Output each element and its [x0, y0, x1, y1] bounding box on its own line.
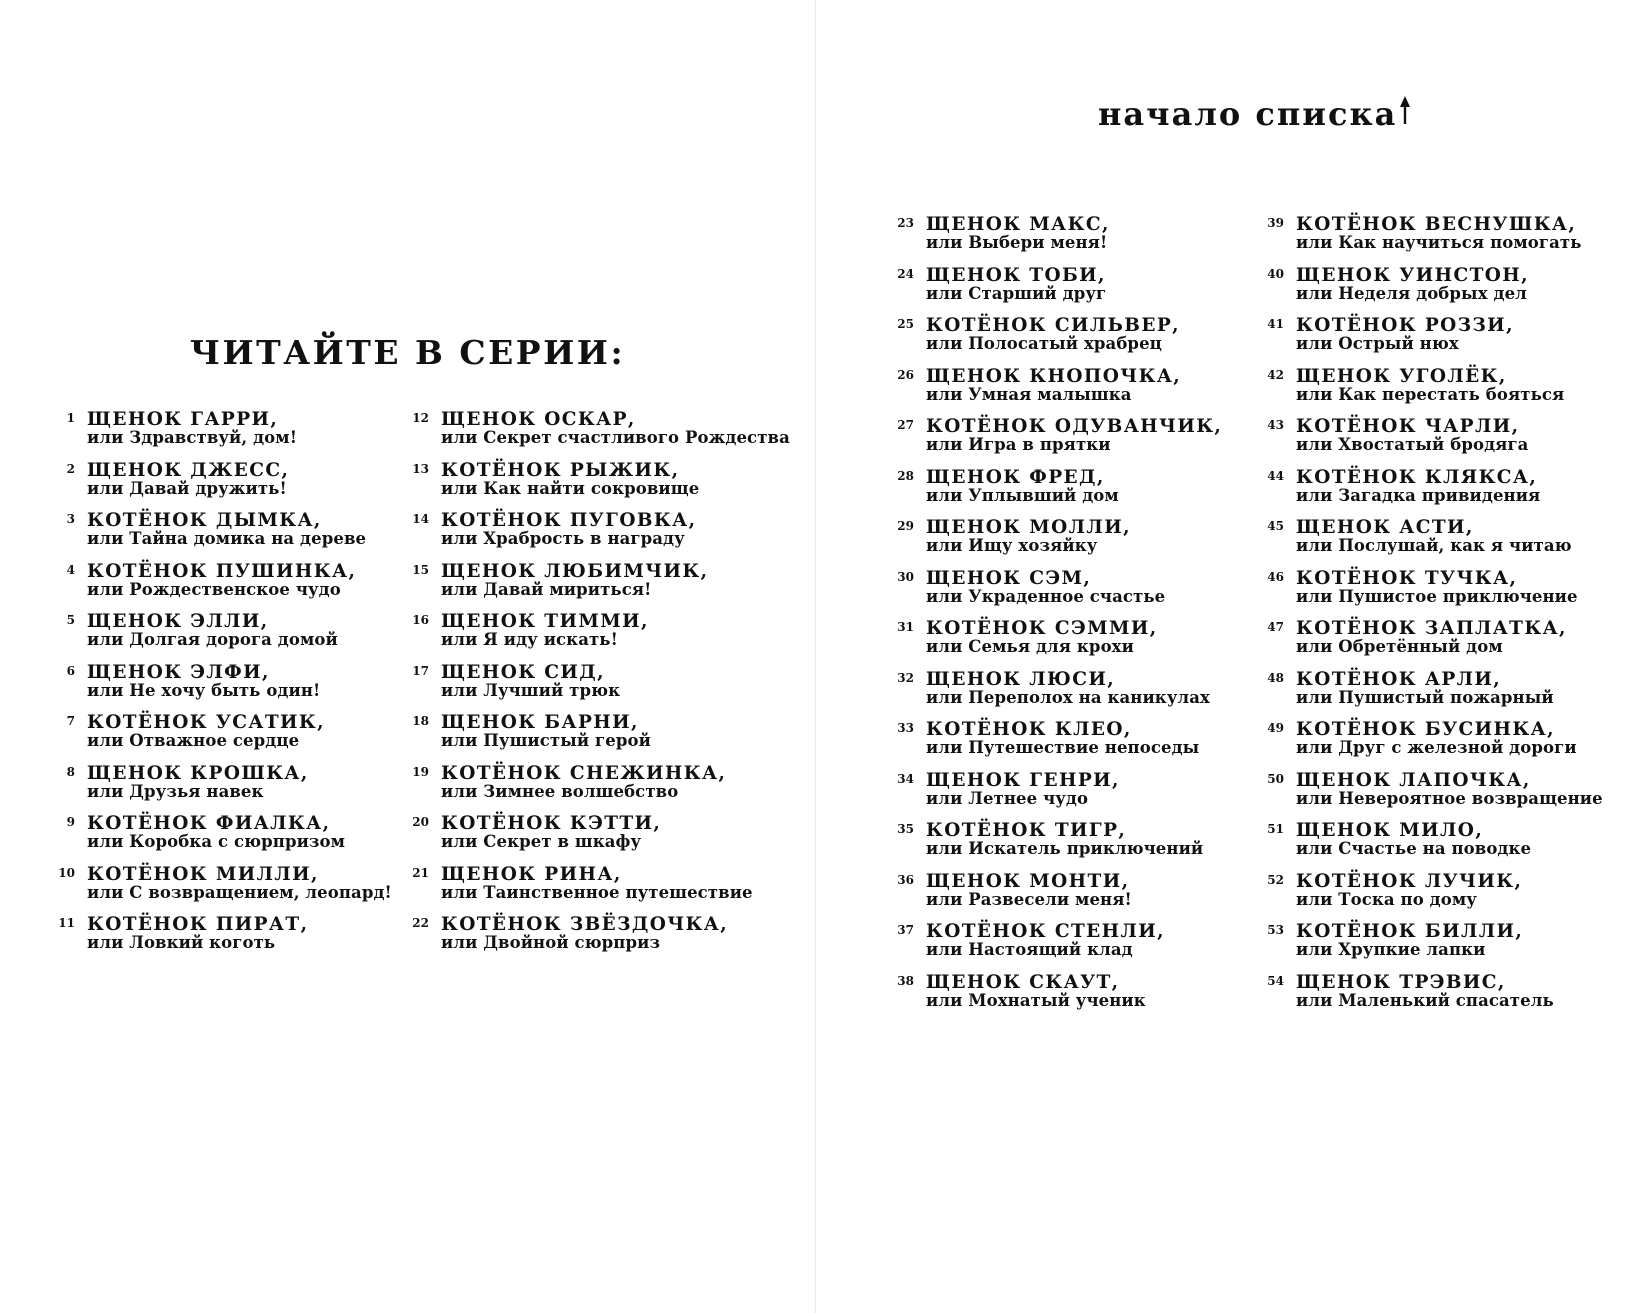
- book-subtitle: или Не хочу быть один!: [87, 680, 321, 700]
- book-text: [1296, 619, 1567, 656]
- book-number: 31: [897, 620, 914, 634]
- book-title: ЩЕНОК ЭЛФИ,: [87, 661, 270, 683]
- book-text: [926, 771, 1120, 808]
- book-title: КОТЁНОК ЗАПЛАТКА,: [1296, 618, 1567, 639]
- book-title: КОТЁНОК ПУШИНКА,: [87, 560, 357, 582]
- book-number: 25: [897, 317, 914, 331]
- book-title: КОТЁНОК КЛЕО,: [926, 719, 1132, 740]
- book-subtitle: или Лучший трюк: [441, 680, 621, 700]
- book-title: КОТЁНОК БУСИНКА,: [1296, 719, 1555, 740]
- book-number: 45: [1267, 519, 1284, 533]
- book-number: 13: [412, 461, 429, 476]
- book-number: 12: [412, 411, 429, 425]
- book-subtitle: или Друг с железной дороги: [1296, 738, 1577, 757]
- book-text: [87, 814, 345, 851]
- book-subtitle: или Я иду искать!: [441, 630, 618, 649]
- book-number: 26: [897, 367, 914, 382]
- book-title: КОТЁНОК КЛЯКСА,: [1296, 466, 1538, 488]
- book-text: [926, 720, 1199, 757]
- book-text: [1296, 518, 1572, 555]
- book-subtitle: или Переполох на каникулах: [926, 687, 1210, 707]
- book-subtitle: или Летнее чудо: [926, 788, 1089, 808]
- book-text: [1296, 670, 1554, 707]
- book-subtitle: или Уплывший дом: [926, 485, 1119, 505]
- book-number: 24: [897, 266, 914, 281]
- book-number: 49: [1267, 721, 1284, 735]
- book-number: 11: [58, 916, 75, 930]
- book-subtitle: или Развесели меня!: [926, 889, 1132, 909]
- book-title: ЩЕНОК МОНТИ,: [926, 870, 1130, 892]
- book-number: 30: [897, 569, 914, 584]
- book-text: [1296, 417, 1528, 454]
- book-subtitle: или Пушистое приключение: [1296, 586, 1578, 606]
- book-number: 38: [897, 973, 914, 988]
- book-title: ЩЕНОК КНОПОЧКА,: [926, 365, 1182, 387]
- book-text: [1296, 821, 1531, 858]
- book-title: КОТЁНОК РЫЖИК,: [441, 459, 680, 481]
- book-title: ЩЕНОК РИНА,: [441, 863, 622, 885]
- book-title: ЩЕНОК ГЕНРИ,: [926, 769, 1120, 791]
- book-text: [441, 410, 790, 447]
- book-number: 35: [897, 822, 914, 836]
- book-title: КОТЁНОК ТУЧКА,: [1296, 567, 1518, 589]
- book-text: [926, 922, 1165, 959]
- book-subtitle: или Мохнатый ученик: [926, 990, 1146, 1010]
- book-number: 42: [1267, 367, 1284, 382]
- book-title: ЩЕНОК СКАУТ,: [926, 971, 1120, 993]
- book-subtitle: или Настоящий клад: [926, 940, 1133, 959]
- book-number: 9: [66, 815, 75, 829]
- book-number: 47: [1267, 620, 1284, 634]
- book-number: 10: [58, 865, 75, 880]
- book-subtitle: или Давай дружить!: [87, 478, 287, 498]
- book-text: [1296, 569, 1578, 606]
- book-title: КОТЁНОК ФИАЛКА,: [87, 813, 331, 834]
- book-text: [926, 821, 1203, 858]
- book-text: [87, 562, 356, 599]
- book-title: КОТЁНОК ПУГОВКА,: [441, 510, 697, 531]
- book-text: [926, 215, 1110, 252]
- book-title: КОТЁНОК АРЛИ,: [1296, 668, 1502, 690]
- book-text: [926, 316, 1180, 353]
- book-text: [926, 468, 1119, 505]
- book-title: КОТЁНОК ВЕСНУШКА,: [1296, 214, 1577, 235]
- book-subtitle: или Выбери меня!: [926, 233, 1108, 252]
- book-subtitle: или Пушистый пожарный: [1296, 687, 1554, 707]
- book-title: ЩЕНОК ОСКАР,: [441, 409, 636, 430]
- book-title: КОТЁНОК МИЛЛИ,: [87, 863, 319, 885]
- book-number: 17: [412, 663, 429, 678]
- book-title: КОТЁНОК ЛУЧИК,: [1296, 870, 1523, 892]
- book-title: ЩЕНОК ТОБИ,: [926, 264, 1106, 286]
- book-number: 51: [1267, 822, 1284, 836]
- book-subtitle: или Полосатый храбрец: [926, 334, 1162, 353]
- book-title: КОТЁНОК ЧАРЛИ,: [1296, 416, 1520, 437]
- book-title: КОТЁНОК ПИРАТ,: [87, 914, 309, 935]
- book-subtitle: или Как научиться помогать: [1296, 233, 1582, 252]
- book-title: ЩЕНОК БАРНИ,: [441, 712, 639, 733]
- book-title: ЩЕНОК ТРЭВИС,: [1296, 971, 1506, 993]
- book-text: [87, 865, 392, 902]
- book-title: ЩЕНОК ДЖЕСС,: [87, 459, 290, 481]
- book-text: [87, 612, 338, 649]
- book-title: ЩЕНОК ЛАПОЧКА,: [1296, 769, 1531, 791]
- book-subtitle: или Искатель приключений: [926, 839, 1204, 858]
- list-start-text: начало списка: [1098, 95, 1398, 133]
- book-subtitle: или Храбрость в награду: [441, 529, 685, 548]
- book-subtitle: или Отважное сердце: [87, 731, 300, 750]
- book-text: [926, 518, 1131, 555]
- book-number: 19: [412, 764, 429, 779]
- book-text: [441, 865, 753, 902]
- book-subtitle: или Здравствуй, дом!: [87, 428, 298, 447]
- series-heading: ЧИТАЙТЕ В СЕРИИ:: [189, 333, 626, 372]
- book-subtitle: или Послушай, как я читаю: [1296, 536, 1572, 555]
- book-number: 2: [66, 461, 75, 476]
- book-subtitle: или Хвостатый бродяга: [1296, 435, 1529, 454]
- book-title: КОТЁНОК РОЗЗИ,: [1296, 315, 1514, 336]
- book-text: [441, 663, 620, 700]
- book-subtitle: или Путешествие непоседы: [926, 738, 1200, 757]
- book-subtitle: или Таинственное путешествие: [441, 882, 753, 902]
- book-title: КОТЁНОК СНЕЖИНКА,: [441, 762, 727, 784]
- book-text: [1296, 872, 1522, 909]
- book-number: 44: [1267, 468, 1284, 483]
- book-subtitle: или Тоска по дому: [1296, 889, 1477, 909]
- book-number: 33: [897, 721, 914, 735]
- book-number: 37: [897, 923, 914, 937]
- book-text: [87, 410, 297, 447]
- book-subtitle: или Маленький спасатель: [1296, 990, 1554, 1010]
- book-subtitle: или Давай мириться!: [441, 579, 652, 599]
- book-title: КОТЁНОК СЭММИ,: [926, 618, 1158, 639]
- book-number: 41: [1267, 317, 1284, 331]
- book-title: ЩЕНОК ЛЮБИМЧИК,: [441, 560, 709, 582]
- list-start-label: [1098, 94, 1412, 134]
- book-number: 32: [897, 670, 914, 685]
- book-text: [441, 562, 708, 599]
- book-text: [87, 915, 308, 952]
- book-number: 34: [897, 771, 914, 786]
- book-subtitle: или Игра в прятки: [926, 435, 1111, 454]
- book-title: ЩЕНОК УИНСТОН,: [1296, 264, 1529, 286]
- book-number: 36: [897, 872, 914, 887]
- book-title: ЩЕНОК МАКС,: [926, 214, 1110, 235]
- book-title: КОТЁНОК СИЛЬВЕР,: [926, 315, 1180, 336]
- book-number: 48: [1267, 670, 1284, 685]
- book-title: КОТЁНОК ЗВЁЗДОЧКА,: [441, 914, 729, 935]
- book-title: ЩЕНОК СЭМ,: [926, 567, 1092, 589]
- book-subtitle: или Невероятное возвращение: [1296, 788, 1603, 808]
- book-text: [441, 612, 649, 649]
- book-number: 20: [412, 815, 429, 829]
- book-subtitle: или Рождественское чудо: [87, 579, 341, 599]
- book-text: [1296, 922, 1523, 959]
- book-subtitle: или Загадка привидения: [1296, 485, 1541, 505]
- book-text: [926, 417, 1222, 454]
- book-title: ЩЕНОК АСТИ,: [1296, 517, 1474, 538]
- book-subtitle: или Старший друг: [926, 283, 1107, 303]
- book-text: [926, 670, 1210, 707]
- book-number: 29: [897, 519, 914, 533]
- up-arrow-icon: [1398, 94, 1412, 134]
- book-title: ЩЕНОК ЭЛЛИ,: [87, 611, 269, 632]
- book-title: ЩЕНОК ТИММИ,: [441, 611, 649, 632]
- book-text: [926, 266, 1106, 303]
- book-text: [441, 461, 699, 498]
- book-text: [926, 569, 1165, 606]
- book-number: 46: [1267, 569, 1284, 584]
- book-subtitle: или Как найти сокровище: [441, 478, 700, 498]
- book-number: 50: [1267, 771, 1284, 786]
- book-number: 23: [897, 216, 914, 230]
- book-text: [441, 764, 726, 801]
- book-number: 1: [66, 411, 75, 425]
- book-text: [87, 461, 289, 498]
- book-number: 52: [1267, 872, 1284, 887]
- book-number: 8: [66, 764, 75, 779]
- book-subtitle: или Хрупкие лапки: [1296, 940, 1486, 959]
- book-title: ЩЕНОК СИД,: [441, 661, 605, 683]
- book-subtitle: или Друзья навек: [87, 781, 264, 801]
- book-subtitle: или Коробка с сюрпризом: [87, 832, 346, 851]
- book-subtitle: или Ищу хозяйку: [926, 536, 1098, 555]
- book-text: [441, 814, 661, 851]
- book-title: КОТЁНОК БИЛЛИ,: [1296, 921, 1524, 942]
- book-subtitle: или Украденное счастье: [926, 586, 1166, 606]
- book-number: 5: [66, 613, 75, 627]
- book-number: 16: [412, 613, 429, 627]
- book-number: 39: [1267, 216, 1284, 230]
- book-number: 53: [1267, 923, 1284, 937]
- book-subtitle: или С возвращением, леопард!: [87, 882, 392, 902]
- book-number: 21: [412, 865, 429, 880]
- book-number: 7: [66, 714, 75, 728]
- book-number: 40: [1267, 266, 1284, 281]
- book-number: 28: [897, 468, 914, 483]
- book-subtitle: или Тайна домика на дереве: [87, 529, 367, 548]
- book-text: [1296, 367, 1564, 404]
- book-text: [926, 872, 1132, 909]
- book-number: 15: [412, 562, 429, 577]
- book-title: ЩЕНОК МОЛЛИ,: [926, 517, 1131, 538]
- book-number: 27: [897, 418, 914, 432]
- book-text: [87, 663, 320, 700]
- book-text: [1296, 215, 1582, 252]
- book-title: КОТЁНОК ДЫМКА,: [87, 510, 322, 531]
- book-title: КОТЁНОК КЭТТИ,: [441, 813, 662, 834]
- book-subtitle: или Умная малышка: [926, 384, 1132, 404]
- book-title: КОТЁНОК ОДУВАНЧИК,: [926, 416, 1223, 437]
- book-text: [1296, 468, 1540, 505]
- book-text: [87, 764, 309, 801]
- book-text: [441, 713, 651, 750]
- book-text: [1296, 720, 1577, 757]
- book-number: 6: [66, 663, 75, 678]
- book-title: ЩЕНОК КРОШКА,: [87, 762, 309, 784]
- book-number: 3: [66, 512, 75, 526]
- book-title: КОТЁНОК СТЕНЛИ,: [926, 921, 1166, 942]
- book-subtitle: или Ловкий коготь: [87, 933, 276, 952]
- book-title: КОТЁНОК ТИГР,: [926, 820, 1127, 841]
- book-title: КОТЁНОК УСАТИК,: [87, 712, 325, 733]
- book-subtitle: или Неделя добрых дел: [1296, 283, 1527, 303]
- book-text: [926, 619, 1158, 656]
- book-title: ЩЕНОК ГАРРИ,: [87, 409, 279, 430]
- book-text: [441, 511, 696, 548]
- book-subtitle: или Счастье на поводке: [1296, 839, 1532, 858]
- book-subtitle: или Секрет счастливого Рождества: [441, 428, 790, 447]
- book-subtitle: или Долгая дорога домой: [87, 630, 338, 649]
- right-page: [816, 0, 1630, 1313]
- book-number: 54: [1267, 973, 1284, 988]
- book-title: ЩЕНОК ЛЮСИ,: [926, 668, 1116, 690]
- book-text: [926, 367, 1181, 404]
- book-text: [87, 511, 366, 548]
- book-text: [1296, 266, 1529, 303]
- book-number: 18: [412, 714, 429, 728]
- book-text: [1296, 771, 1603, 808]
- book-number: 4: [66, 562, 75, 577]
- book-subtitle: или Двойной сюрприз: [441, 933, 661, 952]
- book-subtitle: или Секрет в шкафу: [441, 832, 642, 851]
- book-title: ЩЕНОК УГОЛЁК,: [1296, 365, 1507, 387]
- book-text: [87, 713, 325, 750]
- book-text: [926, 973, 1146, 1010]
- book-text: [441, 915, 728, 952]
- book-subtitle: или Обретённый дом: [1296, 637, 1503, 656]
- book-text: [1296, 316, 1514, 353]
- book-number: 14: [412, 512, 429, 526]
- book-text: [1296, 973, 1554, 1010]
- book-title: ЩЕНОК МИЛО,: [1296, 820, 1484, 841]
- book-subtitle: или Как перестать бояться: [1296, 384, 1565, 404]
- book-subtitle: или Пушистый герой: [441, 731, 651, 750]
- book-subtitle: или Острый нюх: [1296, 334, 1459, 353]
- book-title: ЩЕНОК ФРЕД,: [926, 466, 1105, 488]
- book-number: 43: [1267, 418, 1284, 432]
- book-number: 22: [412, 916, 429, 930]
- book-subtitle: или Зимнее волшебство: [441, 781, 679, 801]
- book-subtitle: или Семья для крохи: [926, 637, 1134, 656]
